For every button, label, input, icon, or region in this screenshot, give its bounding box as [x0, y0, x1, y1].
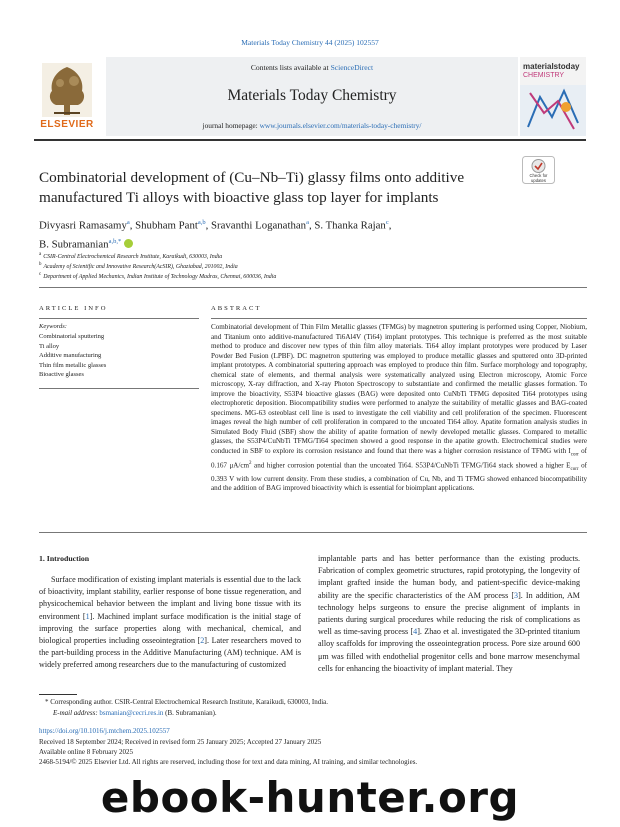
abstract-part: of 0.393 V with low current density. From these studies, a combination of Cu, Nb, and Ti TFMG showed enhanced biocompatibility and the addition of BAG improved bioactivity which is essential for bioimplant applications.	[211, 461, 587, 493]
author-list	[39, 215, 509, 252]
author-affiliation-marker[interactable]: c	[385, 219, 389, 226]
email-line	[45, 708, 545, 719]
abstract-part: of 0.167 μA/cm	[211, 446, 588, 470]
affiliation-marker: b	[39, 261, 42, 267]
available-online: Available online 8 February 2025	[39, 748, 133, 756]
author-name[interactable]: B. Subramanian	[39, 238, 109, 251]
homepage-prefix: journal homepage:	[202, 121, 258, 130]
affiliations	[39, 251, 539, 281]
abstract-superscript: 2	[249, 461, 252, 467]
keywords-list	[39, 332, 106, 380]
doi-link[interactable]: https://doi.org/10.1016/j.mtchem.2025.102557	[39, 727, 170, 735]
reference-link[interactable]: 4	[413, 627, 418, 637]
reference-link[interactable]: 1	[85, 611, 90, 621]
author-name[interactable]: Shubham Pant	[135, 219, 198, 232]
check-for-updates-label: Check for updates	[529, 173, 548, 183]
keyword-item: Thin film metallic glasses	[39, 361, 107, 369]
email-suffix: (B. Subramanian).	[163, 709, 217, 717]
affiliation-item	[39, 261, 539, 271]
sciencedirect-link[interactable]: ScienceDirect	[330, 63, 374, 72]
abstract-bottom-rule	[39, 532, 587, 533]
affiliation-marker: c	[39, 271, 42, 277]
article-info-heading: ARTICLE INFO	[39, 305, 108, 312]
corresponding-author-note: * Corresponding author. CSIR-Central Electrochemical Research Institute, Karaikudi, 630003, India.	[45, 698, 329, 706]
elsevier-wordmark: ELSEVIER	[40, 119, 94, 130]
keyword-item: Combinatorial sputtering	[39, 333, 105, 340]
affiliation-marker: a	[39, 252, 42, 257]
intro-text: ]. In addition, AM technology helps surgeons to ensure the precise alignment of implants in patients during surgical procedures while reducing the risk of complications as well as time-saving process [	[318, 590, 580, 637]
intro-text: ]. Machined implant surface modification is the initial stage of improving the surface properties along with mechanical, chemical, and biological properties including osseointegration [	[39, 611, 301, 646]
author-affiliation-marker[interactable]: a,b	[197, 219, 206, 226]
abstract-subscript: corr	[570, 451, 579, 457]
elsevier-logo	[34, 57, 100, 136]
journal-citation-link[interactable]: Materials Today Chemistry 44 (2025) 102557	[241, 38, 379, 47]
author-separator: ,	[388, 219, 392, 232]
intro-column-1	[39, 574, 301, 672]
intro-text: ]. Zhao et al. investigated the 3D-printed titanium alloy scaffolds for improving the osseointegration process. Pore size around 600 μm was filled with endothelial progenitor cells and bone marrow mesenchymal cells for enhancing the bioactivity of implant material. They	[318, 627, 580, 673]
affiliation-item	[39, 251, 539, 261]
author-separator: ,	[308, 219, 315, 232]
author-separator: ,	[129, 219, 136, 232]
keywords-heading: Keywords:	[39, 323, 67, 330]
intro-column-2	[318, 553, 580, 675]
watermark-text: ebook-hunter.org	[100, 773, 520, 822]
reference-link[interactable]: 2	[200, 636, 205, 646]
email-link[interactable]: bsmanian@cecri.res.in	[99, 709, 164, 717]
author-affiliation-marker[interactable]: a	[126, 219, 130, 226]
abstract-part: and higher corrosion potential than the uncoated Ti64. S53P4/CuNbTi TFMG/Ti64 stack showed a higher E	[251, 461, 571, 470]
homepage-link[interactable]: www.journals.elsevier.com/materials-today-chemistry/	[259, 121, 422, 130]
keywords-rule	[39, 388, 199, 389]
article-info-rule	[39, 318, 199, 319]
author-name[interactable]: Sravanthi Loganathan	[211, 219, 307, 232]
footnote	[45, 697, 545, 719]
intro-text: Surface modification of existing implant materials is essential due to the lack of bioactivity, implant stability, earlier response of bone tissue regeneration, and physicochemical behavior between the implant and living bone tissue with its environment [	[39, 575, 301, 621]
homepage-line	[106, 121, 518, 130]
received-dates: Received 18 September 2024; Received in revised form 25 January 2025; Accepted 27 January 2025	[39, 738, 322, 746]
abstract-heading: ABSTRACT	[211, 305, 262, 312]
keyword-item: Bioactive glasses	[39, 371, 84, 378]
author-name[interactable]: S. Thanka Rajan	[314, 219, 386, 232]
author-affiliation-marker[interactable]: a	[306, 219, 309, 226]
cover-title-2: CHEMISTRY	[523, 72, 565, 79]
check-for-updates-button[interactable]	[522, 156, 555, 184]
reference-link[interactable]: 3	[514, 590, 519, 600]
banner-center-panel	[106, 57, 518, 136]
affiliation-text: CSIR-Central Electrochemical Research Institute, Karaikudi, 630003, India	[43, 253, 223, 260]
cover-title-1: materialstoday	[523, 62, 580, 71]
footnote-rule	[39, 694, 77, 695]
abstract-rule	[211, 318, 587, 319]
email-label: E-mail address:	[53, 709, 98, 717]
journal-title: Materials Today Chemistry	[227, 87, 397, 104]
keyword-item: Additive manufacturing	[39, 352, 102, 359]
section-heading: 1. Introduction	[39, 554, 90, 563]
journal-banner	[34, 57, 586, 136]
intro-text: ]. Later researchers moved to the part-building process in the Additive Manufacturing (AM) technique. AM is widely preferred among researchers due to the manufacturing of customized	[39, 636, 302, 670]
keyword-item: Ti alloy	[39, 342, 60, 350]
author-affiliation-marker[interactable]: a,b,*	[108, 237, 122, 245]
affiliation-text: Academy of Scientific and Innovative Research(AcSIR), Ghaziabad, 201002, India	[43, 263, 238, 270]
abstract-text	[211, 323, 587, 494]
affiliation-text: Department of Applied Mechanics, Indian Institute of Technology Madras, Chennai, 600036, India	[43, 273, 277, 280]
author-separator: ,	[205, 219, 212, 232]
author-name[interactable]: Divyasri Ramasamy	[39, 219, 127, 232]
orcid-icon[interactable]	[124, 239, 133, 248]
affiliation-item	[39, 271, 539, 281]
abstract-part: Combinatorial development of Thin Film Metallic glasses (TFMGs) by magnetron sputtering is performed using Copper, Niobium, and Titanium onto additive-manufactured Ti6Al4V (Ti64) implant prototypes. This technique is preferred as the most suitable method to produce and discover new types of thin film alloy materials. Ti64 alloy implant prototypes were produced by Laser Powder Bed Fusion (LPBF). DC magnetron sputtering was employed to produce metallic glasses and sputtered onto 3D-printed implant prototypes. A combinatorial sputtering approach was employed to produce thin film. Surface morphology and topography, chemical state of elements, and thermal analysis were systematically analyzed using Electron microscopy, Atomic Force microscopy, X-ray diffraction, and X-ray Photon Spectroscopy to substantiate and confirmed the metallic glasses formation. To improve the bioactivity, S53P4 bioactive glasses (BAG) were deposited onto CuNbTi TFMG deposited Ti64 prototypes using electrophoretic deposition. Biocompatibility studies were performed to analyze the suitability of metallic glasses and BAG-coated specimens. MG-63 osteoblast cell line is used to investigate the cell viability and cell proliferation of the specimen. Fluorescent images reveal the high number of cell proliferation in compared to the uncoated Ti64 alloy. Apatite formation analysis studies in Simulated Body Fluid (SBF) show the ability of apatite formation of newly developed metallic glasses. Compared to metallic glasses, the S53P4/CuNbTi TFMG/Ti64 specimen showed a good response in the apatite growth. Electrochemical studies were conducted in SBF to explore its corrosion resistance and found that there was a higher corrosion resistance of TFMG with I	[211, 323, 587, 455]
article-title: Combinatorial development of (Cu–Nb–Ti) glassy films onto additive manufactured Ti alloys with bioactive glass top layer for implants	[39, 169, 465, 206]
section-rule	[39, 287, 587, 288]
abstract-subscript: corr	[570, 467, 579, 473]
header-rule	[34, 139, 586, 141]
journal-cover-image	[520, 57, 586, 136]
copyright-line: 2468-5194/© 2025 Elsevier Ltd. All rights are reserved, including those for text and data mining, AI training, and similar technologies.	[39, 758, 418, 766]
contents-prefix: Contents lists available at	[250, 63, 329, 72]
intro-text: implantable parts and has better performance than the existing products. Fabrication of complex geometric structures, rapid prototyping, the longevity of implant grafted inside the human body, and patient-specific device-making ability are the specific characteristics of the AM process [	[318, 554, 580, 600]
contents-line	[106, 63, 518, 72]
